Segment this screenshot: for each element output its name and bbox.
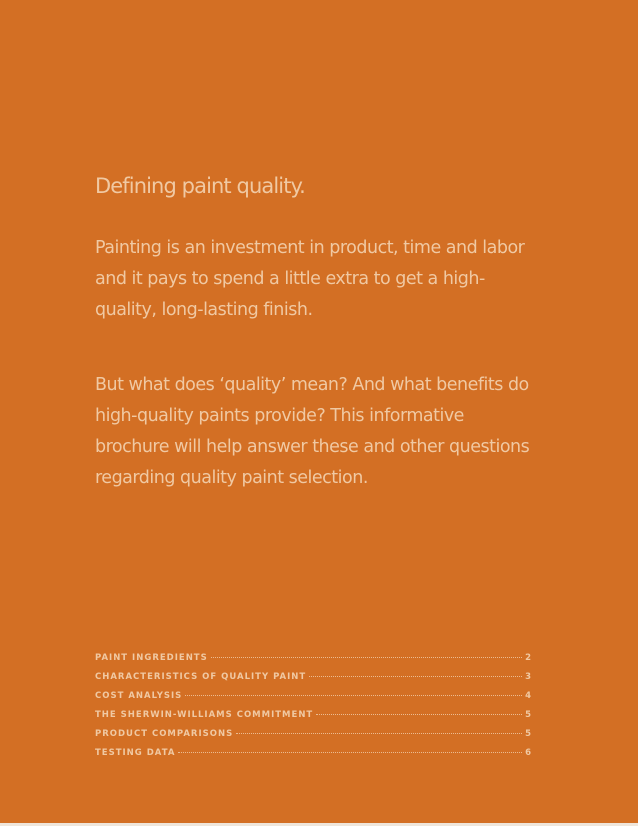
page-title: Defining paint quality. [95, 174, 305, 198]
toc-page-number: 2 [525, 653, 531, 663]
toc-leader-dots [236, 733, 522, 734]
toc-leader-dots [185, 695, 522, 696]
toc-label: TESTING DATA [95, 748, 176, 758]
toc-entry-paint-ingredients[interactable] [95, 653, 531, 672]
toc-leader-dots [316, 714, 522, 715]
toc-leader-dots [309, 676, 522, 677]
toc-entry-characteristics[interactable] [95, 672, 531, 691]
toc-entry-product-comparisons[interactable] [95, 729, 531, 748]
toc-page-number: 5 [525, 729, 531, 739]
toc-entry-cost-analysis[interactable] [95, 691, 531, 710]
toc-page-number: 4 [525, 691, 531, 701]
toc-label: THE SHERWIN-WILLIAMS COMMITMENT [95, 710, 314, 720]
toc-label: PAINT INGREDIENTS [95, 653, 208, 663]
toc-entry-testing-data[interactable] [95, 748, 531, 767]
toc-label: CHARACTERISTICS OF QUALITY PAINT [95, 672, 307, 682]
toc-label: COST ANALYSIS [95, 691, 183, 701]
toc-leader-dots [178, 752, 522, 753]
intro-paragraph: Painting is an investment in product, time and labor and it pays to spend a little extra to get a high-quality, long-lasting finish. [95, 238, 525, 320]
toc-label: PRODUCT COMPARISONS [95, 729, 234, 739]
toc-page-number: 5 [525, 710, 531, 720]
table-of-contents [95, 653, 531, 767]
toc-page-number: 3 [525, 672, 531, 682]
question-paragraph: But what does ‘quality’ mean? And what benefits do high-quality paints provide? This informative brochure will help answer these and other questions regarding quality paint selection. [95, 375, 530, 488]
toc-page-number: 6 [525, 748, 531, 758]
toc-leader-dots [211, 657, 522, 658]
toc-entry-commitment[interactable] [95, 710, 531, 729]
